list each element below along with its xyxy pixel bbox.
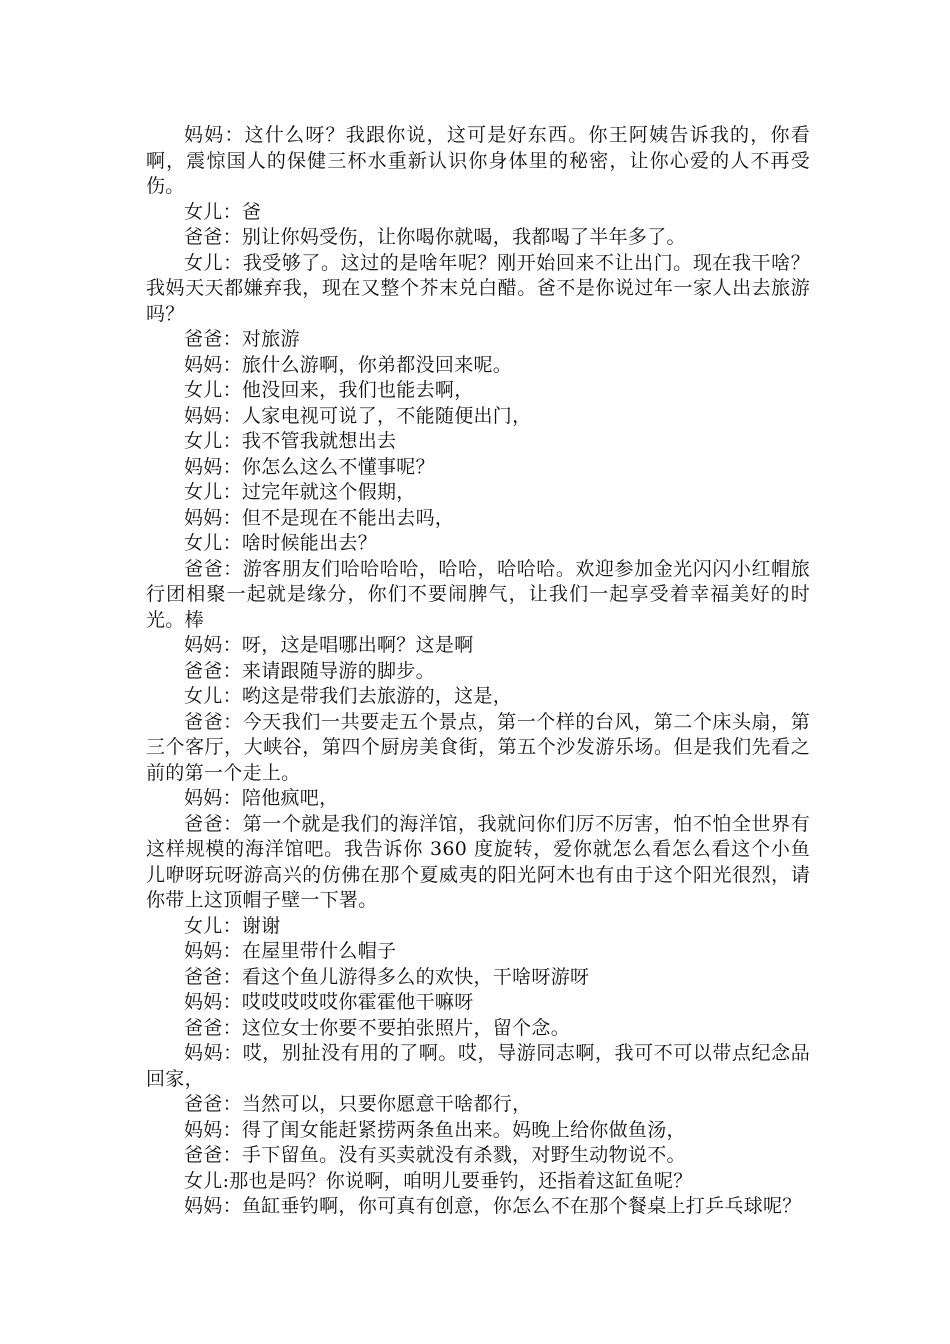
dialogue-line: 爸爸：别让你妈受伤，让你喝你就喝，我都喝了半年多了。 — [184, 226, 686, 248]
dialogue-line: 女儿:那也是吗？你说啊，咱明儿要垂钓，还指着这缸鱼呢？ — [184, 1169, 693, 1192]
dialogue-line: 爸爸：游客朋友们哈哈哈哈，哈哈，哈哈哈。欢迎参加金光闪闪小红帽旅行团相聚一起就是缘分，你们不要闹脾气，让我们一起享受着幸福美好的时光。棒 — [146, 557, 810, 631]
dialogue-line: 爸爸：对旅游 — [184, 328, 300, 350]
dialogue-line: 爸爸：来请跟随导游的脚步。 — [184, 659, 435, 682]
dialogue-line: 妈妈：鱼缸垂钓啊，你可真有创意，你怎么不在那个餐桌上打乒乓球呢？ — [184, 1195, 802, 1217]
dialogue-line: 女儿：谢谢 — [184, 914, 281, 937]
dialogue-line: 爸爸：当然可以，只要你愿意干啥都行， — [184, 1093, 532, 1115]
dialogue-line: 妈妈：旅什么游啊，你弟都没回来呢。 — [184, 353, 513, 376]
dialogue-line: 妈妈：在屋里带什么帽子 — [184, 940, 397, 962]
document-body — [146, 123, 810, 1220]
dialogue-line: 妈妈：得了闺女能赶紧捞两条鱼出来。妈晚上给你做鱼汤， — [184, 1118, 686, 1141]
dialogue-line: 女儿：我不管我就想出去 — [184, 430, 397, 452]
dialogue-line: 妈妈：陪他疯吧， — [184, 787, 339, 809]
dialogue-line: 女儿：爸 — [184, 200, 262, 223]
dialogue-line: 女儿：他没回来，我们也能去啊， — [184, 379, 474, 401]
dialogue-line: 爸爸：看这个鱼儿游得多么的欢快，干啥呀游呀 — [184, 965, 590, 988]
dialogue-line: 爸爸：今天我们一共要走五个景点，第一个样的台风，第二个床头扇，第三个客厅，大峡谷，第四个厨房美食街，第五个沙发游乐场。但是我们先看之前的第一个走上。 — [146, 710, 810, 784]
dialogue-line: 妈妈：这什么呀？我跟你说，这可是好东西。你王阿姨告诉我的，你看啊，震惊国人的保健三杯水重新认识你身体里的秘密，让你心爱的人不再受伤。 — [146, 124, 810, 197]
dialogue-line: 女儿：啥时候能出去？ — [184, 532, 378, 554]
dialogue-line: 妈妈：哎，别扯没有用的了啊。哎，导游同志啊，我可不可以带点纪念品回家， — [146, 1042, 810, 1090]
dialogue-line: 妈妈：呀，这是唱哪出啊？这是啊 — [184, 634, 474, 656]
dialogue-line: 妈妈：但不是现在不能出去吗， — [184, 506, 455, 529]
dialogue-line: 妈妈：哎哎哎哎哎你霍霍他干嘛呀 — [184, 991, 474, 1013]
dialogue-line: 女儿：我受够了。这过的是啥年呢？刚开始回来不让出门。现在我干啥？我妈天天都嫌弃我，现在又整个芥末兑白醋。爸不是你说过年一家人出去旅游吗？ — [146, 251, 810, 325]
dialogue-line: 女儿：哟这是带我们去旅游的，这是， — [184, 685, 513, 707]
dialogue-line: 女儿：过完年就这个假期， — [184, 481, 416, 503]
dialogue-line: 爸爸：手下留鱼。没有买卖就没有杀戮，对野生动物说不。 — [184, 1144, 686, 1166]
dialogue-line: 爸爸：这位女士你要不要拍张照片，留个念。 — [184, 1016, 571, 1039]
dialogue-line: 妈妈：人家电视可说了，不能随便出门， — [184, 404, 532, 427]
dialogue-line: 爸爸：第一个就是我们的海洋馆，我就问你们厉不厉害，怕不怕全世界有这样规模的海洋馆吧。我告诉你 360 度旋转，爱你就怎么看怎么看这个小鱼儿咿呀玩呀游高兴的仿佛在那个夏威夷的阳光阿木也有由于这个阳光很烈，请你带上这顶帽子壁一下署。 — [146, 812, 810, 911]
dialogue-line: 妈妈：你怎么这么不懂事呢？ — [184, 455, 435, 478]
